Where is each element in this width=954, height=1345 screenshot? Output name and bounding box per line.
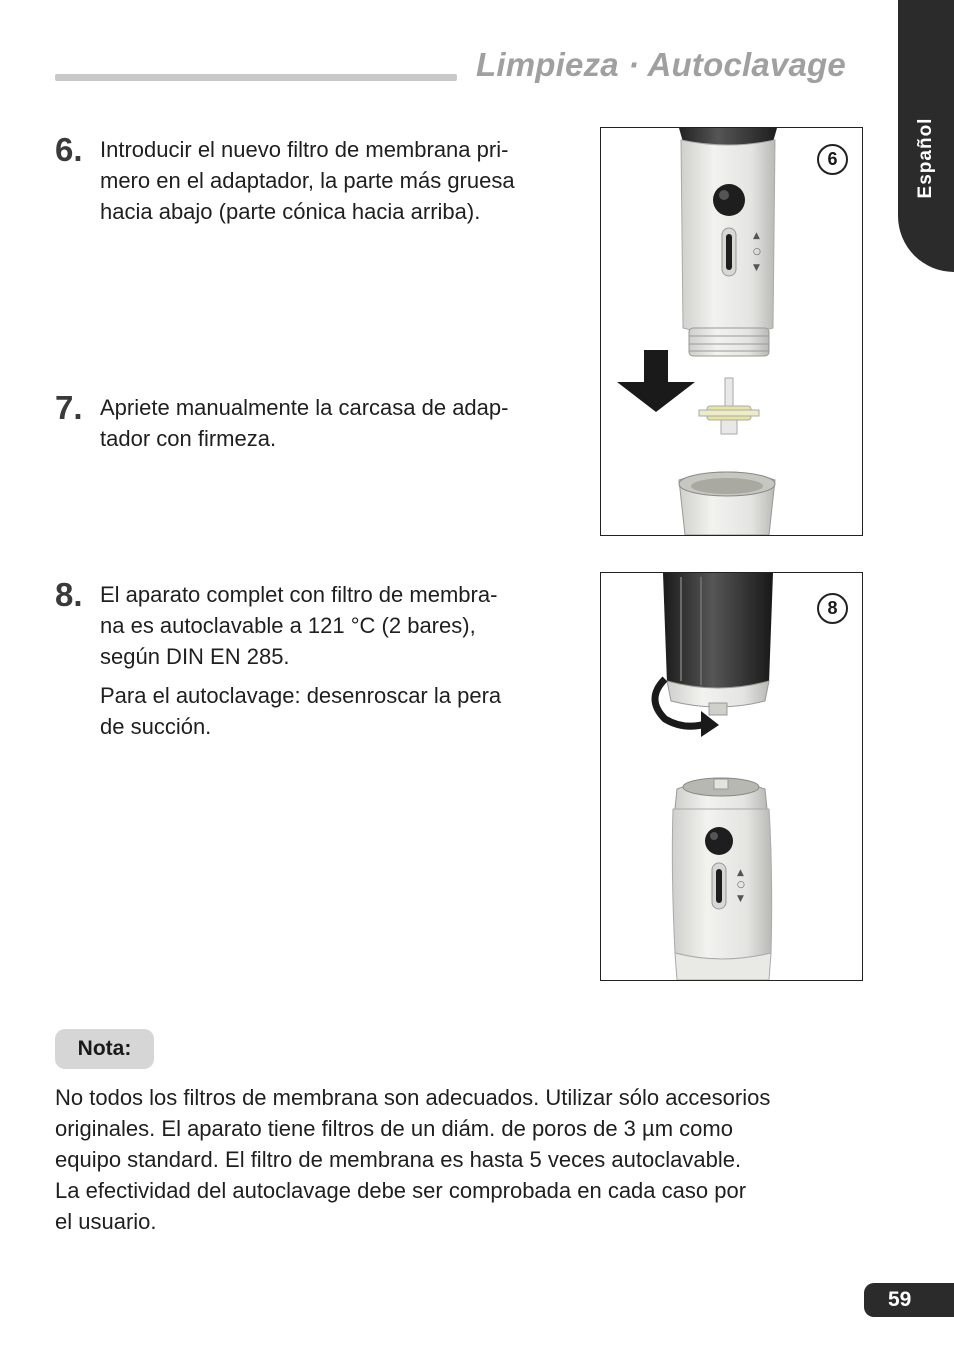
step-text: [100, 392, 575, 454]
step-line: Apriete manualmente la carcasa de adap-: [100, 395, 509, 420]
svg-text:○: ○: [753, 247, 761, 257]
step-text: [100, 134, 575, 227]
note-line: originales. El aparato tiene filtros de un diám. de poros de 3 µm como: [55, 1116, 733, 1141]
step-line: según DIN EN 285.: [100, 644, 290, 669]
figure-8: [600, 572, 863, 981]
svg-text:▼: ▼: [753, 263, 760, 273]
note-line: La efectividad del autoclavage debe ser comprobada en cada caso por: [55, 1178, 747, 1203]
step-line: Para el autoclavage: desenroscar la pera: [100, 683, 502, 708]
step-line: tador con firmeza.: [100, 426, 277, 451]
figure-6: [600, 127, 863, 536]
step-line: El aparato complet con filtro de membra-: [100, 582, 498, 607]
note-line: equipo standard. El filtro de membrana es hasta 5 veces autoclavable.: [55, 1147, 742, 1172]
filter-insertion-illustration: [601, 128, 862, 535]
step-8: [55, 576, 575, 742]
step-line: hacia abajo (parte cónica hacia arriba).: [100, 199, 481, 224]
section-title: Limpieza · Autoclavage: [476, 46, 846, 83]
autoclave-unscrew-illustration: [601, 573, 862, 980]
step-text: [100, 579, 575, 742]
note-line: No todos los filtros de membrana son adecuados. Utilizar sólo accesorios: [55, 1085, 771, 1110]
figure-number-badge: 8: [817, 593, 848, 624]
note-text: [55, 1082, 875, 1237]
step-line: Introducir el nuevo filtro de membrana pri-: [100, 137, 509, 162]
note-label: Nota:: [55, 1029, 154, 1069]
svg-text:▲: ▲: [737, 868, 744, 878]
svg-text:▼: ▼: [737, 894, 744, 904]
svg-text:▲: ▲: [753, 231, 760, 241]
step-6: [55, 131, 575, 227]
figure-number-badge: 6: [817, 144, 848, 175]
step-line: na es autoclavable a 121 °C (2 bares),: [100, 613, 476, 638]
svg-text:○: ○: [737, 880, 745, 890]
header-rule: [55, 74, 457, 81]
note-line: el usuario.: [55, 1209, 157, 1234]
step-7: [55, 389, 575, 454]
step-number: 7.: [55, 389, 83, 426]
step-line: de succión.: [100, 714, 212, 739]
step-line: mero en el adaptador, la parte más gruesa: [100, 168, 515, 193]
language-label: Español: [915, 117, 936, 199]
step-number: 6.: [55, 131, 83, 168]
step-number: 8.: [55, 576, 83, 613]
page-number: 59: [864, 1283, 954, 1317]
